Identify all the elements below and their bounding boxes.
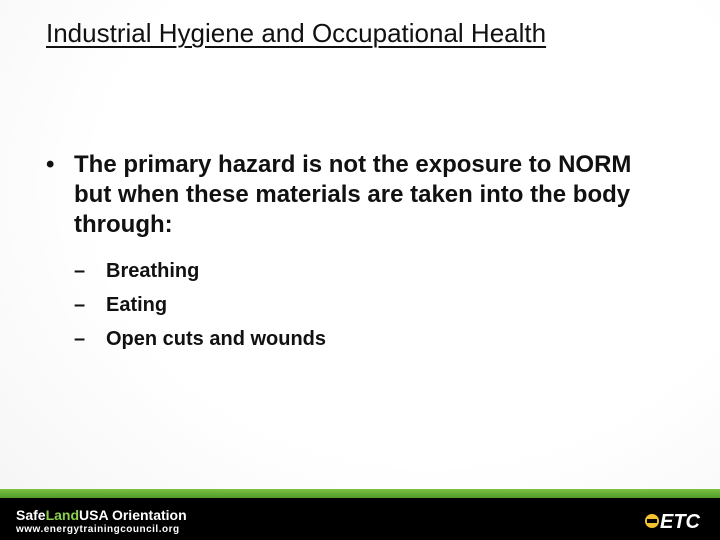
sub-bullet-text: Eating (106, 294, 168, 316)
footer-url: www.energytrainingcouncil.org (16, 524, 180, 535)
sub-bullet-text: Breathing (106, 260, 200, 282)
brand-part-safe: Safe (16, 507, 46, 523)
bullet-marker: • (46, 151, 55, 178)
sub-bullet-list (46, 254, 666, 356)
brand-part-land: Land (45, 507, 80, 523)
bullet-main (46, 150, 666, 240)
sub-bullet-item (74, 254, 666, 288)
sub-bullet-text: Open cuts and wounds (106, 328, 327, 350)
slide-title: Industrial Hygiene and Occupational Health (46, 18, 547, 48)
sub-bullet-marker: – (74, 260, 86, 282)
logo-text: ETC (660, 511, 700, 533)
footer-brand (16, 507, 187, 523)
footer-bar (0, 498, 720, 540)
sub-bullet-marker: – (74, 328, 86, 350)
sub-bullet-item (74, 288, 666, 322)
footer-stripe (0, 489, 720, 498)
bullet-text: The primary hazard is not the exposure to NORM but when these materials are taken into the body through: (74, 151, 632, 238)
etc-logo-icon (642, 506, 712, 536)
sub-bullet-item (74, 322, 666, 356)
brand-part-usa-orientation: USA Orientation (79, 507, 187, 523)
sub-bullet-marker: – (74, 294, 86, 316)
bullet-list (46, 150, 666, 356)
